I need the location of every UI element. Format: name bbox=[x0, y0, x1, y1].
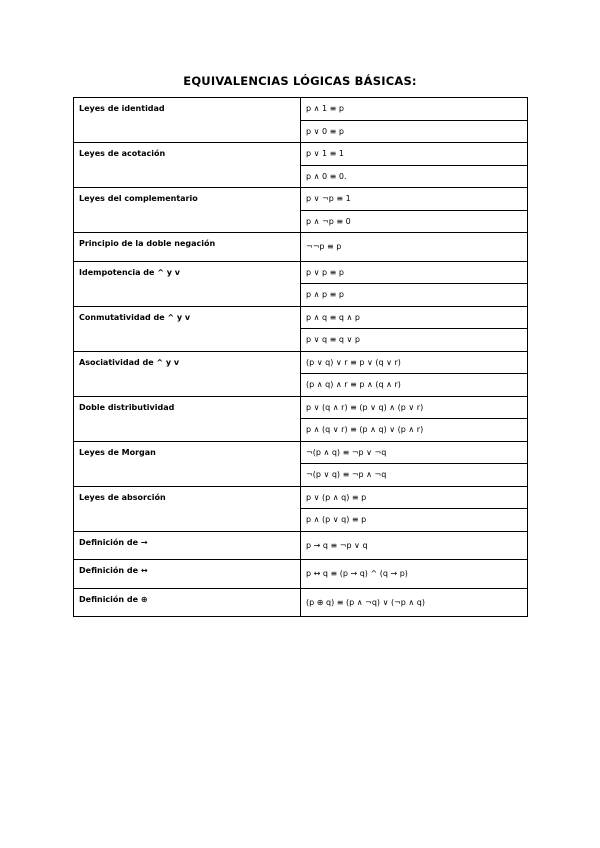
table-row bbox=[74, 588, 528, 617]
law-name-def-implicacion: Definición de → bbox=[74, 531, 301, 560]
formula-cell: ¬¬p ≡ p bbox=[301, 233, 528, 262]
table-row bbox=[74, 441, 528, 464]
law-name-doble-negacion: Principio de la doble negación bbox=[74, 233, 301, 262]
law-name-asociatividad: Asociatividad de ^ y v bbox=[74, 351, 301, 396]
formula-cell: p ∧ (q ∨ r) ≡ (p ∧ q) ∨ (p ∧ r) bbox=[301, 419, 528, 442]
table-row bbox=[74, 306, 528, 329]
law-name-acotacion: Leyes de acotación bbox=[74, 143, 301, 188]
formula-cell: p ∨ 0 ≡ p bbox=[301, 120, 528, 143]
formula-cell: p ∧ 1 ≡ p bbox=[301, 98, 528, 121]
law-name-distributividad: Doble distributividad bbox=[74, 396, 301, 441]
table-row bbox=[74, 351, 528, 374]
table-row bbox=[74, 98, 528, 121]
law-name-conmutatividad: Conmutatividad de ^ y v bbox=[74, 306, 301, 351]
formula-cell: p ∨ ¬p ≡ 1 bbox=[301, 188, 528, 211]
law-name-def-xor: Definición de ⊕ bbox=[74, 588, 301, 617]
law-name-def-bicondicional: Definición de ↔ bbox=[74, 560, 301, 589]
formula-cell: p ∨ p ≡ p bbox=[301, 261, 528, 284]
table-row bbox=[74, 261, 528, 284]
formula-cell: p ∧ p ≡ p bbox=[301, 284, 528, 307]
law-name-identidad: Leyes de identidad bbox=[74, 98, 301, 143]
formula-cell: ¬(p ∨ q) ≡ ¬p ∧ ¬q bbox=[301, 464, 528, 487]
formula-cell: (p ⊕ q) ≡ (p ∧ ¬q) ∨ (¬p ∧ q) bbox=[301, 588, 528, 617]
table-row bbox=[74, 188, 528, 211]
formula-cell: p → q ≡ ¬p ∨ q bbox=[301, 531, 528, 560]
formula-cell: p ∨ 1 ≡ 1 bbox=[301, 143, 528, 166]
table-row bbox=[74, 486, 528, 509]
formula-cell: (p ∧ q) ∧ r ≡ p ∧ (q ∧ r) bbox=[301, 374, 528, 397]
formula-cell: p ↔ q ≡ (p → q) ^ (q → p) bbox=[301, 560, 528, 589]
table-row bbox=[74, 396, 528, 419]
table-row bbox=[74, 143, 528, 166]
formula-cell: p ∧ ¬p ≡ 0 bbox=[301, 210, 528, 233]
page-title: EQUIVALENCIAS LÓGICAS BÁSICAS: bbox=[183, 74, 417, 88]
law-name-morgan: Leyes de Morgan bbox=[74, 441, 301, 486]
formula-cell: ¬(p ∧ q) ≡ ¬p ∨ ¬q bbox=[301, 441, 528, 464]
table-row bbox=[74, 233, 528, 262]
formula-cell: (p ∨ q) ∨ r ≡ p ∨ (q ∨ r) bbox=[301, 351, 528, 374]
formula-cell: p ∧ (p ∨ q) ≡ p bbox=[301, 509, 528, 532]
law-name-idempotencia: Idempotencia de ^ y v bbox=[74, 261, 301, 306]
table-row bbox=[74, 560, 528, 589]
equivalences-table bbox=[73, 97, 528, 617]
formula-cell: p ∧ q ≡ q ∧ p bbox=[301, 306, 528, 329]
law-name-absorcion: Leyes de absorción bbox=[74, 486, 301, 531]
table-row bbox=[74, 531, 528, 560]
formula-cell: p ∨ (p ∧ q) ≡ p bbox=[301, 486, 528, 509]
formula-cell: p ∧ 0 ≡ 0. bbox=[301, 165, 528, 188]
law-name-complementario: Leyes del complementario bbox=[74, 188, 301, 233]
formula-cell: p ∨ (q ∧ r) ≡ (p ∨ q) ∧ (p ∨ r) bbox=[301, 396, 528, 419]
formula-cell: p ∨ q ≡ q ∨ p bbox=[301, 329, 528, 352]
